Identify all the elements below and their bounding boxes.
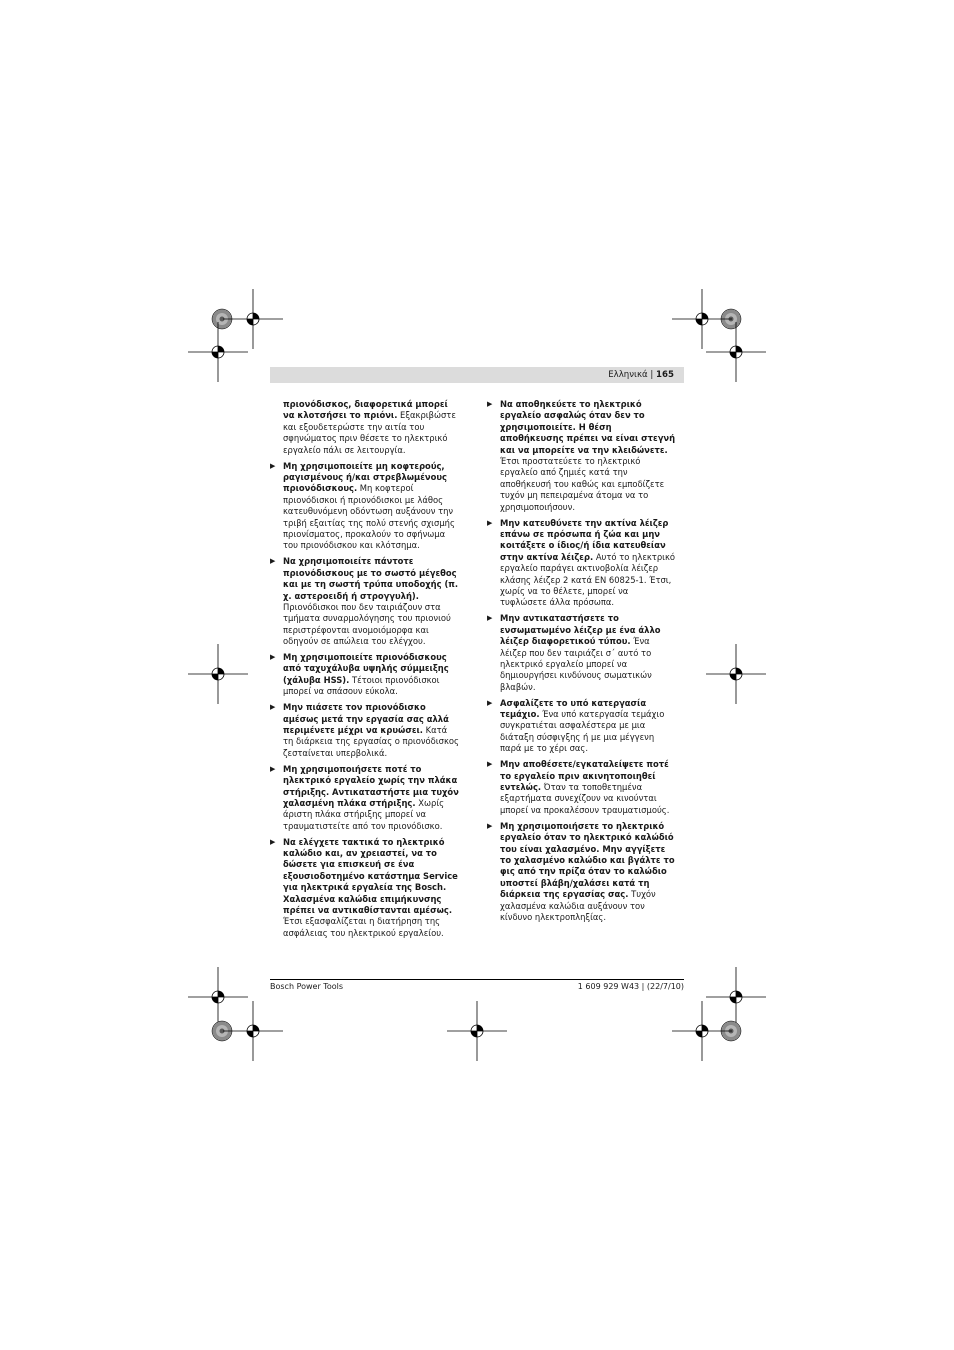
registration-cross-icon bbox=[188, 967, 248, 1027]
safety-paragraph bbox=[487, 698, 677, 755]
bullet-arrow-icon: ▶ bbox=[270, 837, 276, 846]
registration-cross-icon bbox=[223, 1001, 283, 1061]
bullet-arrow-icon: ▶ bbox=[487, 821, 493, 830]
explanation-text: Ένα λέιζερ που δεν ταιριάζει σ΄ αυτό το ηλεκτρικό εργαλείο μπορεί να δημιουργήσει κινδύνους σωματικών βλαβών. bbox=[500, 636, 652, 692]
bullet-arrow-icon: ▶ bbox=[487, 698, 493, 707]
explanation-text: Ένα υπό κατεργασία τεμάχιο συγκρατιέται ασφαλέστερα με μια διάταξη σύσφιγξης ή με μια μέγγενη παρά με το χέρι σας. bbox=[500, 709, 665, 754]
header-separator: | bbox=[647, 370, 657, 380]
footer-divider bbox=[270, 979, 684, 980]
explanation-text: Όταν τα τοποθετημένα εξαρτήματα συνεχίζουν να κινούνται μπορεί να προκαλέσουν τραυματισμούς. bbox=[500, 782, 670, 815]
page-number: 165 bbox=[656, 370, 674, 380]
warning-bold-text: Ασφαλίζετε το υπό κατεργασία τεμάχιο. bbox=[500, 697, 647, 720]
safety-paragraph bbox=[270, 702, 460, 759]
registration-cross-icon bbox=[447, 1001, 507, 1061]
page-header bbox=[270, 367, 684, 383]
registration-cross-icon bbox=[706, 644, 766, 704]
bullet-arrow-icon: ▶ bbox=[270, 557, 276, 566]
warning-bold-text: Να χρησιμοποιείτε πάντοτε πριονόδισκους με το σωστό μέγεθος και με τη σωστή τρύπα υποδοχής (π. χ. αστεροειδή ή στρογγυλή). bbox=[283, 556, 459, 601]
registration-cross-icon bbox=[188, 322, 248, 382]
explanation-text: Τέτοιοι πριονόδισκοι μπορεί να σπάσουν εύκολα. bbox=[283, 674, 440, 697]
explanation-text: Τυχόν χαλασμένα καλώδια αυξάνουν τον κίνδυνο ηλεκτροπληξίας. bbox=[500, 889, 656, 922]
safety-paragraph bbox=[270, 764, 460, 832]
explanation-text: Αυτό το ηλεκτρικό εργαλείο παράγει ακτινοβολία λέιζερ κλάσης λέιζερ 2 κατά EN 60825-1. Έτσι, χωρίς να το θέλετε, μπορεί να τυφλώσετε άλλα πρόσωπα. bbox=[500, 551, 676, 608]
footer-doc-code: 1 609 929 W43 | (22/7/10) bbox=[577, 982, 684, 991]
registration-cross-icon bbox=[672, 289, 732, 349]
bullet-arrow-icon: ▶ bbox=[270, 653, 276, 662]
safety-paragraph bbox=[270, 461, 460, 552]
warning-bold-text: Να αποθηκεύετε το ηλεκτρικό εργαλείο ασφαλώς όταν δεν το χρησιμοποιείτε. Η θέση αποθήκευσης πρέπει να είναι στεγνή και να μπορείτε να την κλειδώνετε. bbox=[500, 399, 676, 455]
safety-paragraph bbox=[487, 518, 677, 609]
explanation-text: Μη κοφτεροί πριονόδισκοι ή πριονόδισκοι με λάθος κατευθυνόμενη οδόντωση αυξάνουν την τριβή εξαιτίας της πολύ στενής σχισμής πριονίσματος, προκαλούν το σφήνωμα του πριονόδισκου και κλότσημα. bbox=[283, 483, 455, 551]
safety-paragraph bbox=[487, 759, 677, 816]
registration-cross-icon bbox=[672, 1001, 732, 1061]
bullet-arrow-icon: ▶ bbox=[487, 760, 493, 769]
footer-publisher: Bosch Power Tools bbox=[270, 982, 343, 991]
safety-paragraph bbox=[487, 821, 677, 924]
explanation-text: Έτσι εξασφαλίζεται η διατήρηση της ασφάλειας του ηλεκτρικού εργαλείου. bbox=[283, 916, 444, 938]
warning-bold-text: πριονόδισκος, διαφορετικά μπορεί να κλοτσήσει το πριόνι. bbox=[283, 399, 448, 421]
bullet-arrow-icon: ▶ bbox=[270, 764, 276, 773]
explanation-text: Χωρίς άριστη πλάκα στήριξης μπορεί να τραυματιστείτε από τον πριονόδισκο. bbox=[283, 797, 445, 831]
safety-paragraph bbox=[270, 837, 460, 940]
bullet-arrow-icon: ▶ bbox=[487, 518, 493, 527]
registration-cross-icon bbox=[706, 967, 766, 1027]
safety-paragraph bbox=[270, 652, 460, 698]
header-language: Ελληνικά bbox=[608, 370, 648, 380]
bullet-arrow-icon: ▶ bbox=[270, 461, 276, 470]
warning-bold-text: Μη χρησιμοποιείτε πριονόδισκους από ταχυχάλυβα υψηλής σύμμειξης (χάλυβα HSS). bbox=[283, 652, 449, 685]
registration-cross-icon bbox=[223, 289, 283, 349]
warning-bold-text: Μη χρησιμοποιήσετε το ηλεκτρικό εργαλείο όταν το ηλεκτρικό καλώδιό του είναι χαλασμένο. Μην αγγίξετε το χαλασμένο καλώδιο και βγάλτε το φις από την πρίζα όταν το καλώδιο υποστεί βλάβη/χαλάσει κατά τη διάρκεια της εργασίας σας. bbox=[500, 820, 675, 900]
explanation-text: Κατά τη διάρκεια της εργασίας ο πριονόδισκος ζεσταίνεται υπερβολικά. bbox=[283, 724, 459, 758]
warning-bold-text: Μην κατευθύνετε την ακτίνα λέιζερ επάνω σε πρόσωπα ή ζώα και μην κοιτάξετε ο ίδιος/ή ίδια κατευθείαν στην ακτίνα λέιζερ. bbox=[500, 517, 669, 562]
right-column bbox=[487, 399, 677, 928]
explanation-text: Πριονόδισκοι που δεν ταιριάζουν στα τμήματα συναρμολόγησης του πριονιού περιστρέφονται ανομοιόμορφα και οδηγούν σε απώλεια του ελέγχου. bbox=[283, 601, 451, 647]
explanation-text: Εξακριβώστε και εξουδετερώστε την αιτία του σφηνώματος πριν θέσετε το ηλεκτρικό εργαλείο πάλι σε λειτουργία. bbox=[283, 410, 456, 455]
safety-paragraph bbox=[487, 613, 677, 693]
safety-paragraph bbox=[270, 399, 460, 456]
bullet-arrow-icon: ▶ bbox=[487, 614, 493, 623]
warning-bold-text: Μη χρησιμοποιείτε μη κοφτερούς, ραγισμένους ή/και στρεβλωμένους πριονόδισκους. bbox=[283, 460, 447, 494]
registration-cross-icon bbox=[188, 644, 248, 704]
left-column bbox=[270, 399, 460, 944]
warning-bold-text: Μην αποθέσετε/εγκαταλείψετε ποτέ το εργαλείο πριν ακινητοποιηθεί εντελώς. bbox=[500, 759, 669, 792]
warning-bold-text: Να ελέγχετε τακτικά το ηλεκτρικό καλώδιο και, αν χρειαστεί, να το δώσετε για επισκευή σε ένα εξουσιοδοτημένο κατάστημα Service για ηλεκτρικά εργαλεία της Bosch. Χαλασμένα καλώδια επιμήκυνσης πρέπει να αντικαθίστανται αμέσως. bbox=[283, 836, 458, 916]
warning-bold-text: Μην αντικαταστήσετε το ενσωματωμένο λέιζερ με ένα άλλο λέιζερ διαφορετικού τύπου. bbox=[500, 613, 661, 647]
bullet-arrow-icon: ▶ bbox=[270, 703, 276, 712]
warning-bold-text: Μη χρησιμοποιήσετε ποτέ το ηλεκτρικό εργαλείο χωρίς την πλάκα στήριξης. Αντικαταστήστε μια τυχόν χαλασμένη πλάκα στήριξης. bbox=[283, 763, 459, 808]
explanation-text: Έτσι προστατεύετε το ηλεκτρικό εργαλείο από ζημιές κατά την αποθήκευσή του καθώς και εμποδίζετε τυχόν μη πεπειραμένα άτομα να το χρησιμοποιήσουν. bbox=[500, 456, 665, 512]
safety-paragraph bbox=[270, 556, 460, 647]
warning-bold-text: Μην πιάσετε τον πριονόδισκο αμέσως μετά την εργασία σας αλλά περιμένετε μέχρι να κρυώσει. bbox=[283, 702, 449, 735]
safety-paragraph bbox=[487, 399, 677, 513]
bullet-arrow-icon: ▶ bbox=[487, 400, 493, 408]
registration-cross-icon bbox=[706, 322, 766, 382]
